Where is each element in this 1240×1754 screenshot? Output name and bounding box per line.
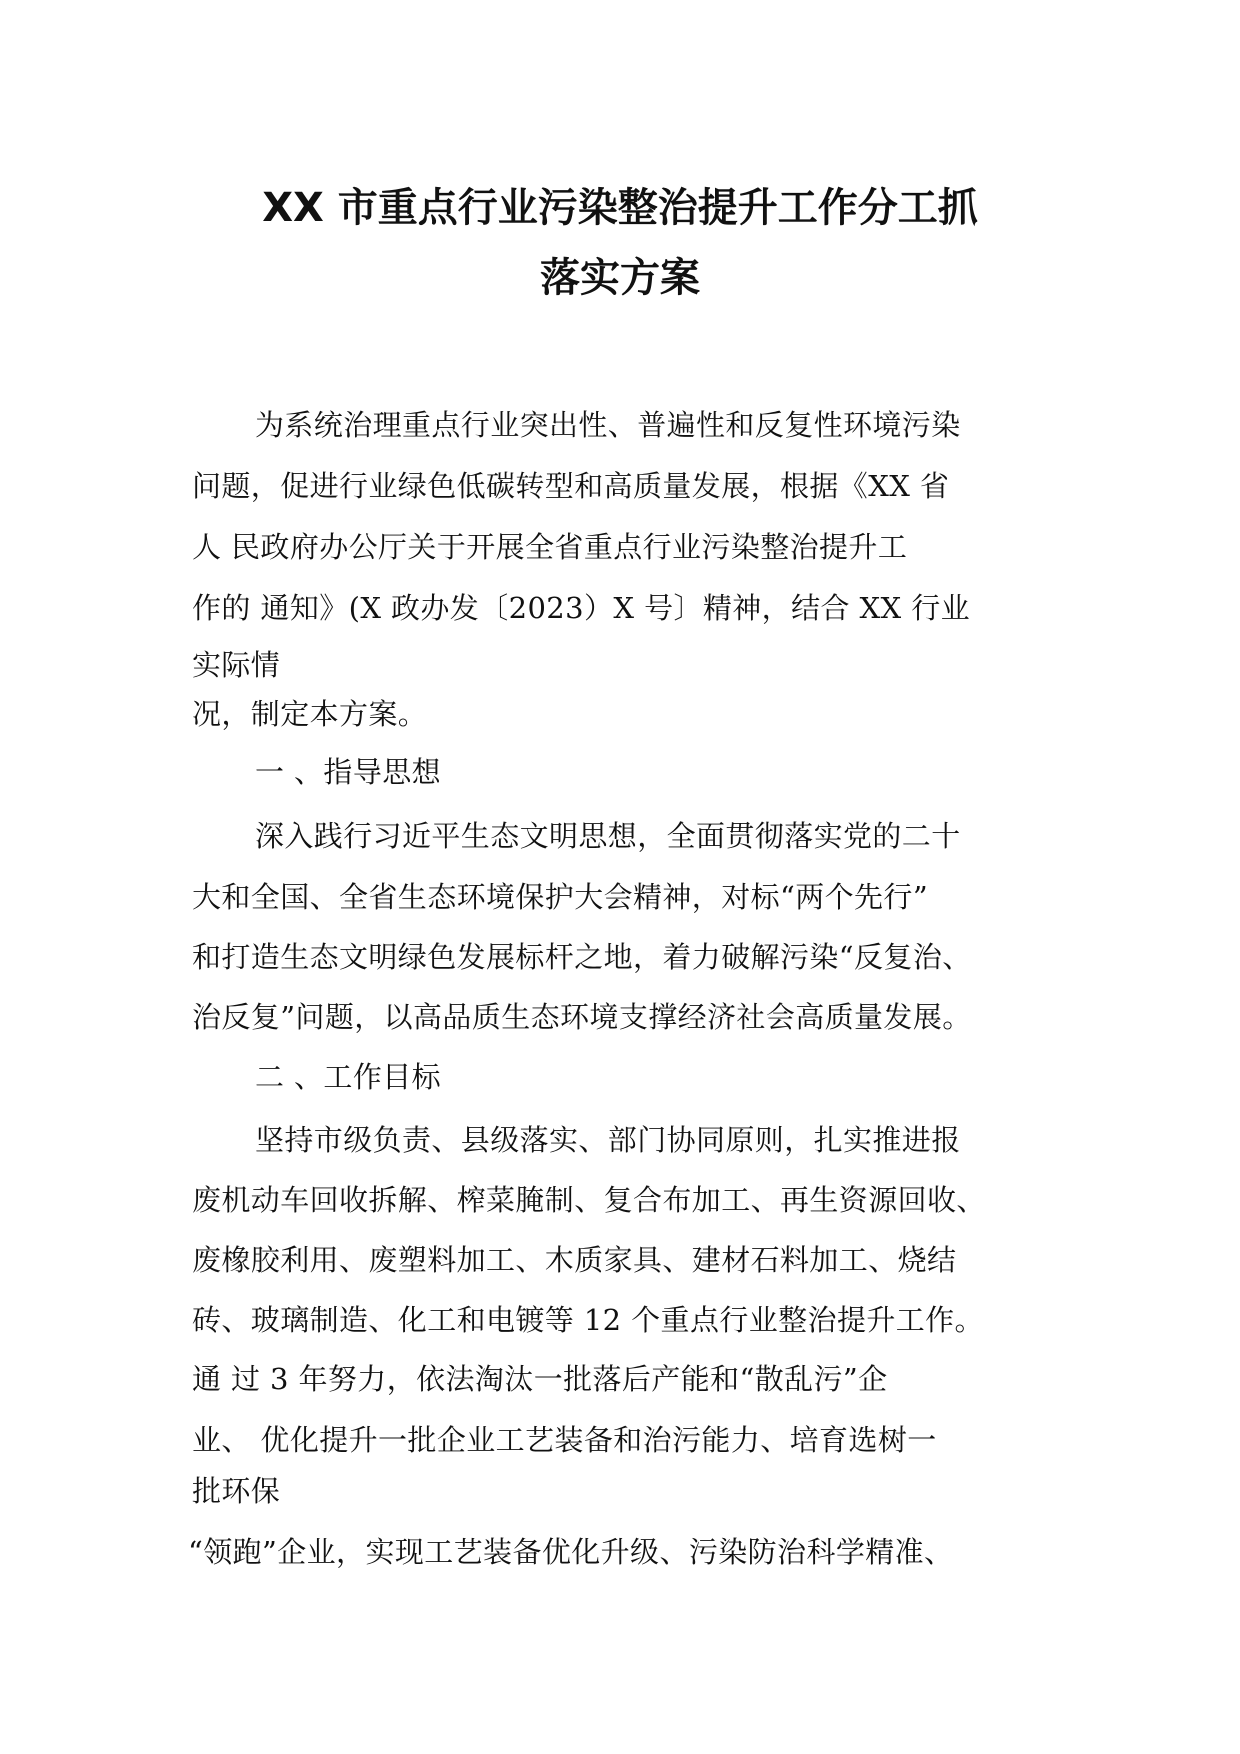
intro-paragraph-line: 实际情 <box>192 648 281 682</box>
document-title-line-1: XX 市重点行业污染整治提升工作分工抓 <box>262 185 978 231</box>
goals-paragraph-line: 业、 优化提升一批企业工艺装备和治污能力、培育选树一 <box>192 1423 937 1457</box>
goals-paragraph-line: 坚持市级负责、县级落实、部门协同原则，扎实推进报 <box>255 1123 961 1157</box>
goals-paragraph-line: 废橡胶利用、废塑料加工、木质家具、建材石料加工、烧结 <box>192 1243 957 1277</box>
section-heading-guiding-ideology: 一 、指导思想 <box>255 755 442 789</box>
intro-paragraph-line: 为系统治理重点行业突出性、普遍性和反复性环境污染 <box>255 408 961 442</box>
intro-paragraph-line: 作的 通知》(X 政办发〔2023）X 号〕精神，结合 XX 行业 <box>192 591 970 625</box>
guiding-paragraph-line: 和打造生态文明绿色发展标杆之地，着力破解污染“反复治、 <box>192 940 972 974</box>
goals-paragraph-line: 批环保 <box>192 1474 281 1508</box>
goals-paragraph-line: 废机动车回收拆解、榨菜腌制、复合布加工、再生资源回收、 <box>192 1183 986 1217</box>
goals-paragraph-line: 通 过 3 年努力，依法淘汰一批落后产能和“散乱污”企 <box>192 1362 888 1396</box>
goals-paragraph-line: “领跑”企业，实现工艺装备优化升级、污染防治科学精准、 <box>188 1535 954 1569</box>
guiding-paragraph-line: 治反复”问题，以高品质生态环境支撑经济社会高质量发展。 <box>192 1000 972 1034</box>
guiding-paragraph-line: 深入践行习近平生态文明思想，全面贯彻落实党的二十 <box>255 819 961 853</box>
goals-paragraph-line: 砖、玻璃制造、化工和电镀等 12 个重点行业整治提升工作。 <box>192 1303 984 1337</box>
guiding-paragraph-line: 大和全国、全省生态环境保护大会精神，对标“两个先行” <box>192 880 929 914</box>
document-title-line-2: 落实方案 <box>540 255 700 301</box>
intro-paragraph-line: 人 民政府办公厅关于开展全省重点行业污染整治提升工 <box>192 530 908 564</box>
section-heading-work-goals: 二 、工作目标 <box>255 1060 442 1094</box>
intro-paragraph-line: 况，制定本方案。 <box>192 697 428 731</box>
intro-paragraph-line: 问题，促进行业绿色低碳转型和高质量发展，根据《XX 省 <box>192 469 950 503</box>
